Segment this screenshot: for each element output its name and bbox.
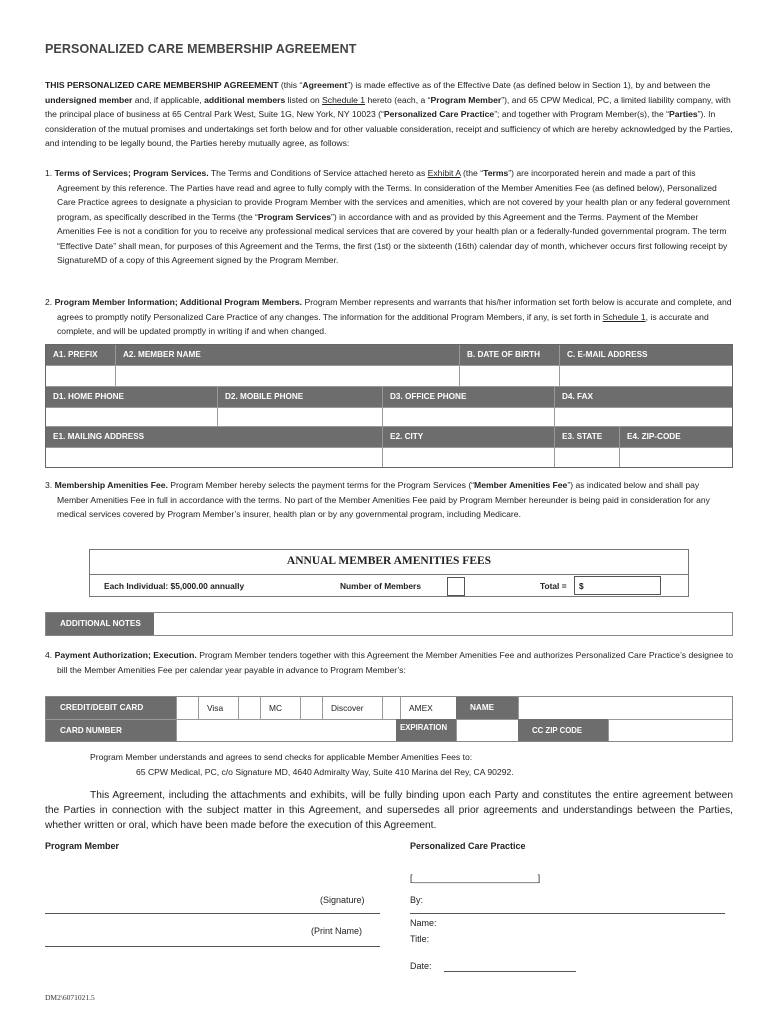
intro-t1: (this “: [278, 80, 303, 90]
dob-field[interactable]: [460, 366, 560, 386]
individual-fee-label: Each Individual: $5,000.00 annually: [104, 581, 245, 591]
intro-schedule-link: Schedule 1: [322, 94, 366, 105]
intro-t6: ”), and 65 CPW Medical, PC, a limited liability company, with the principal place of business at 65 Central Park West, Suite 1G, New York, NY 10023 (“: [45, 94, 731, 119]
section-4-num: 4.: [45, 650, 55, 660]
visa-checkbox[interactable]: [238, 697, 260, 719]
section-4: [45, 648, 733, 677]
state-header: E3. STATE: [555, 427, 620, 447]
cardholder-name-field[interactable]: [518, 697, 732, 719]
member-row-3-fields: [46, 447, 732, 467]
section-3-fee-term: Member Amenities Fee: [474, 480, 568, 490]
total-label: Total =: [540, 581, 567, 591]
checks-address: 65 CPW Medical, PC, c/o Signature MD, 4640 Admiralty Way, Suite 410 Marina del Rey, CA 90292.: [136, 767, 514, 777]
intro-t3: and, if applicable,: [132, 94, 205, 105]
document-code: DM2\6071021.5: [45, 993, 95, 1002]
member-row-1-fields: [46, 365, 732, 387]
intro-t4: listed on: [285, 94, 323, 105]
section-4-heading: Payment Authorization; Execution.: [54, 650, 197, 660]
program-member-heading: Program Member: [45, 841, 120, 851]
section-3-heading: Membership Amenities Fee.: [54, 480, 168, 490]
zip-header: E4. ZIP-CODE: [627, 432, 681, 441]
intro-t5: hereto (each, a “: [365, 94, 431, 105]
member-row-3-header: [46, 427, 732, 447]
section-3: [45, 478, 733, 522]
office-phone-header: D3. OFFICE PHONE: [383, 387, 555, 407]
date-label: Date:: [410, 961, 432, 971]
intro-t2: ”) is made effective as of the Effective Date (as defined below in Section 1), by and between the: [347, 80, 711, 90]
expiration-field[interactable]: [456, 719, 518, 741]
title-label: Title:: [410, 934, 430, 944]
city-header: E2. CITY: [383, 427, 555, 447]
discover-option[interactable]: Discover: [322, 697, 382, 719]
member-row-2-header: [46, 387, 732, 407]
intro-t7: ”; and together with Program Member(s), the “: [494, 109, 669, 119]
member-name-header: A2. MEMBER NAME: [116, 345, 460, 365]
zip-field[interactable]: [620, 448, 732, 467]
section-2: [45, 295, 733, 339]
mc-checkbox[interactable]: [300, 697, 322, 719]
home-phone-field[interactable]: [46, 408, 218, 426]
intro-lead: THIS PERSONALIZED CARE MEMBERSHIP AGREEMENT: [45, 80, 279, 90]
additional-notes-row: [45, 612, 733, 636]
state-field[interactable]: [555, 448, 620, 467]
intro-program-member: Program Member: [430, 94, 502, 105]
signature-caption: (Signature): [320, 895, 365, 905]
intro-additional: additional members: [204, 94, 286, 105]
name-label-practice: Name:: [410, 918, 437, 928]
mailing-address-header: E1. MAILING ADDRESS: [46, 427, 383, 447]
member-name-field[interactable]: [116, 366, 460, 386]
intro-parties: Parties: [669, 109, 698, 119]
section-3-num: 3.: [45, 480, 55, 490]
print-name-line[interactable]: [45, 946, 380, 947]
member-info-table: [45, 344, 733, 468]
section-1-t2: (the “: [460, 168, 484, 178]
intro-pcp: Personalized Care Practice: [383, 109, 495, 119]
mobile-phone-field[interactable]: [218, 408, 383, 426]
section-2-t1: Program Member represents and warrants that his/her information set forth below is accurate and complete, and agrees to promptly notify Personalized Care Practice of any changes. The information for the additional Program Members, if any, is set forth in: [57, 297, 732, 322]
fees-row: [90, 574, 688, 598]
number-of-members-input[interactable]: [447, 577, 465, 596]
prefix-field[interactable]: [46, 366, 116, 386]
mobile-phone-header: D2. MOBILE PHONE: [218, 387, 383, 407]
amex-option[interactable]: AMEX: [400, 697, 456, 719]
email-header: C. E-MAIL ADDRESS: [567, 350, 648, 359]
home-phone-header: D1. HOME PHONE: [46, 387, 218, 407]
card-spacer-1: [176, 697, 198, 719]
member-row-1-header: [46, 345, 732, 365]
by-line[interactable]: [410, 913, 725, 914]
intro-t8: ”). In consideration of the mutual promises and undertakings set forth below and for other valuable consideration, receipt and sufficiency of which are hereby acknowledged by the Parties, and intending to be legally bound, the Parties hereby mutually agree, as follows:: [45, 109, 733, 148]
fax-field[interactable]: [555, 408, 732, 426]
date-line[interactable]: [444, 971, 576, 972]
section-1-exhibit: Exhibit A: [427, 168, 461, 178]
section-2-num: 2.: [45, 297, 55, 307]
card-number-field[interactable]: [176, 719, 396, 741]
document-title: PERSONALIZED CARE MEMBERSHIP AGREEMENT: [45, 42, 357, 56]
cc-zip-field[interactable]: [608, 719, 732, 741]
mailing-address-field[interactable]: [46, 448, 383, 467]
section-2-schedule: Schedule 1: [602, 311, 646, 322]
credit-card-label: CREDIT/DEBIT CARD: [46, 697, 176, 719]
by-label: By:: [410, 895, 424, 905]
section-1-terms: Terms: [483, 168, 509, 178]
cc-zip-label: CC ZIP CODE: [518, 719, 608, 741]
email-field[interactable]: [560, 366, 732, 386]
section-1-t3: ”) are incorporated herein and made a part of this Agreement by this reference. The Parties have read and agree to fully comply with the Terms. In consideration of the Member Amenities Fee (as defined below), Personalized Care Practice agrees to designate a physician to provide Program Member with the services and amenities, which are not covered by your health plan or any federal government program, as specifically described in the Terms (the “: [57, 168, 731, 222]
closing-paragraph: This Agreement, including the attachments and exhibits, will be fully binding upon each Party and constitutes the entire agreement between the Parties in connection with the subject matter in this Agreement, and supersedes all prior agreements and understandings between the Parties, whether written or oral, which have been made before the execution of this Agreement.: [45, 790, 733, 831]
section-3-t2: ”) as indicated below and shall pay Member Amenities Fee in full in accordance with the terms. No part of the Member Amenities Fee paid by Program Member hereunder is being paid in consideration for any medical services covered by Program Member’s insurer, health plan or by any governmental program, including Medicare.: [57, 480, 710, 519]
card-number-label: CARD NUMBER: [46, 719, 176, 741]
total-input[interactable]: [574, 576, 661, 595]
intro-agreement-term: Agreement: [302, 80, 348, 90]
section-2-heading: Program Member Information; Additional Program Members.: [54, 297, 303, 307]
dob-header: B. DATE OF BIRTH: [460, 345, 560, 365]
annual-fees-box: [89, 549, 689, 597]
fax-header: D4. FAX: [562, 392, 593, 401]
office-phone-field[interactable]: [383, 408, 555, 426]
visa-option[interactable]: Visa: [198, 697, 238, 719]
discover-checkbox[interactable]: [382, 697, 400, 719]
practice-heading: Personalized Care Practice: [410, 841, 526, 851]
intro-paragraph: [45, 78, 733, 151]
section-1-t4: ”) in accordance with and as provided by this Agreement and the Terms. Payment of the Member Amenities Fee is not a condition for you to receive any professional medical services that are covered by your health plan or a federally-funded governmental program. The term “Effective Date” shall mean, for purposes of this Agreement and the Terms, the first (1st) or the sixteenth (16th) calendar day of month, whichever occurs first following receipt by SignatureMD of a copy of this Agreement signed by the Program Member.: [57, 211, 728, 265]
member-row-2-fields: [46, 407, 732, 427]
section-1-num: 1.: [45, 168, 55, 178]
section-1: [45, 166, 733, 268]
practice-name-bracket: [_________________________]: [410, 873, 541, 883]
city-field[interactable]: [383, 448, 555, 467]
number-of-members-label: Number of Members: [340, 581, 421, 591]
intro-undersigned: undersigned member: [45, 94, 133, 105]
name-label: NAME: [456, 697, 518, 719]
section-1-heading: Terms of Services; Program Services.: [54, 168, 209, 178]
card-table: [45, 696, 733, 742]
prefix-header: A1. PREFIX: [46, 345, 116, 365]
section-4-t1: Program Member tenders together with this Agreement the Member Amenities Fee and authorizes Personalized Care Practice’s designee to bill the Member Amenities Fee per calendar year payable in advance to Program Member’s:: [57, 650, 733, 675]
total-dollar-sign: $: [579, 581, 584, 591]
additional-notes-label: ADDITIONAL NOTES: [46, 613, 154, 635]
expiration-label: EXPIRATION: [396, 719, 456, 741]
checks-line-1: Program Member understands and agrees to send checks for applicable Member Amenities Fees to:: [90, 752, 473, 762]
signature-line[interactable]: [45, 913, 380, 914]
section-2-t2: , is accurate and complete, and will be updated promptly in writing if and when changed.: [57, 311, 709, 336]
mc-option[interactable]: MC: [260, 697, 300, 719]
section-3-t1: Program Member hereby selects the payment terms for the Program Services (“: [167, 480, 475, 490]
additional-notes-field[interactable]: [154, 613, 732, 635]
fees-title: ANNUAL MEMBER AMENITIES FEES: [286, 555, 492, 567]
section-1-program-services: Program Services: [257, 211, 332, 222]
section-1-t1: The Terms and Conditions of Service attached hereto as: [208, 168, 428, 178]
print-name-caption: (Print Name): [311, 926, 363, 936]
